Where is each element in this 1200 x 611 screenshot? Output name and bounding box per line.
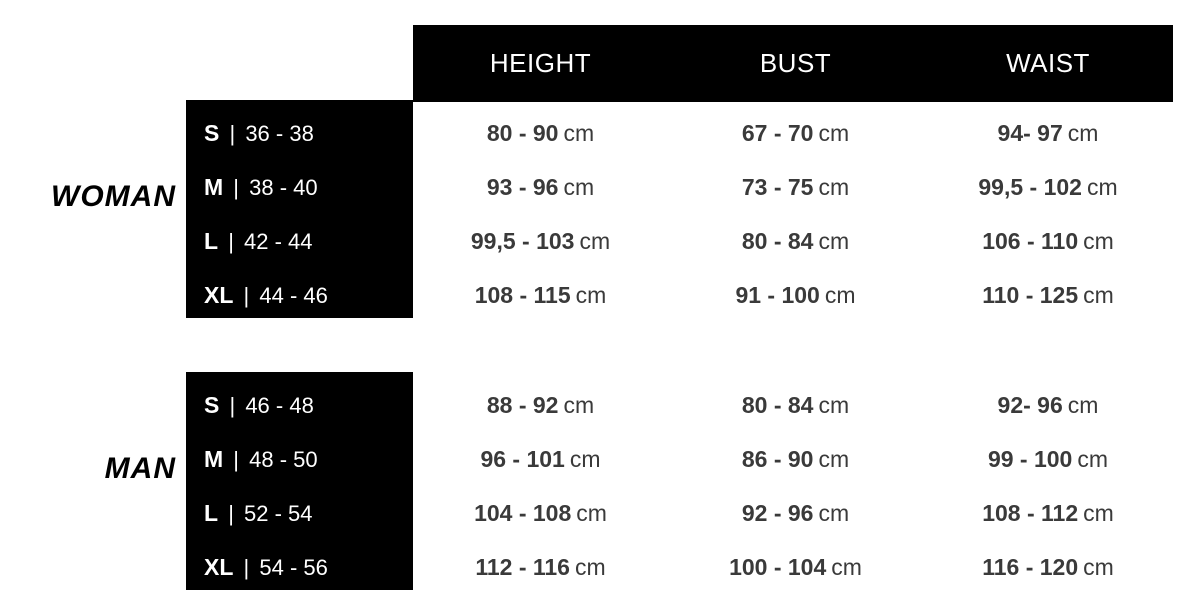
height-value: 93 - 96 — [486, 174, 559, 200]
size-range: 44 - 46 — [259, 283, 328, 308]
unit-label: cm — [563, 120, 595, 146]
height-value: 108 - 115 — [474, 282, 571, 308]
unit-label: cm — [818, 174, 850, 200]
size-cell — [186, 378, 413, 432]
unit-label: cm — [1077, 446, 1109, 472]
waist-value: 94- 97 — [997, 120, 1063, 146]
bust-value: 80 - 84 — [741, 228, 814, 254]
height-cell — [413, 486, 668, 540]
unit-label: cm — [563, 174, 595, 200]
table-row — [186, 540, 1173, 594]
unit-label: cm — [824, 282, 856, 308]
table-row — [186, 432, 1173, 486]
unit-label: cm — [818, 500, 850, 526]
size-cell — [186, 432, 413, 486]
size-label: M — [204, 446, 224, 472]
waist-value: 99 - 100 — [987, 446, 1073, 472]
height-cell — [413, 160, 668, 214]
waist-cell — [923, 378, 1173, 432]
height-cell — [413, 432, 668, 486]
size-separator: | — [229, 121, 236, 146]
waist-value: 110 - 125 — [982, 282, 1079, 308]
size-label: L — [204, 228, 219, 254]
waist-value: 106 - 110 — [982, 228, 1079, 254]
bust-cell — [668, 106, 923, 160]
unit-label: cm — [818, 392, 850, 418]
column-header-waist: WAIST — [1006, 48, 1090, 78]
size-separator: | — [233, 447, 240, 472]
height-value: 104 - 108 — [474, 500, 572, 526]
height-value: 112 - 116 — [475, 554, 570, 580]
size-label: XL — [204, 554, 234, 580]
bust-cell — [668, 378, 923, 432]
bust-value: 100 - 104 — [729, 554, 827, 580]
size-label: S — [204, 392, 220, 418]
unit-label: cm — [576, 500, 607, 526]
waist-cell — [923, 214, 1173, 268]
size-label: XL — [204, 282, 234, 308]
height-value: 80 - 90 — [486, 120, 559, 146]
unit-label: cm — [1067, 120, 1099, 146]
waist-cell — [923, 486, 1173, 540]
size-label: L — [204, 500, 219, 526]
size-separator: | — [233, 175, 240, 200]
waist-value: 99,5 - 102 — [978, 174, 1082, 200]
bust-value: 92 - 96 — [741, 500, 814, 526]
table-header — [413, 25, 1173, 102]
bust-value: 86 - 90 — [741, 446, 814, 472]
unit-label: cm — [831, 554, 862, 580]
height-cell — [413, 540, 668, 594]
waist-cell — [923, 432, 1173, 486]
height-cell — [413, 214, 668, 268]
waist-value: 116 - 120 — [982, 554, 1079, 580]
bust-cell — [668, 160, 923, 214]
size-separator: | — [228, 501, 234, 526]
height-value: 96 - 101 — [480, 446, 565, 472]
size-label: M — [204, 174, 224, 200]
size-range: 36 - 38 — [245, 121, 314, 146]
bust-cell — [668, 268, 923, 322]
waist-value: 92- 96 — [997, 392, 1063, 418]
waist-cell — [923, 540, 1173, 594]
size-separator: | — [228, 229, 234, 254]
waist-cell — [923, 268, 1173, 322]
height-cell — [413, 378, 668, 432]
size-separator: | — [243, 283, 250, 308]
size-separator: | — [243, 555, 250, 580]
bust-cell — [668, 540, 923, 594]
unit-label: cm — [1083, 228, 1114, 254]
bust-value: 73 - 75 — [741, 174, 814, 200]
column-header-height: HEIGHT — [489, 48, 592, 78]
unit-label: cm — [569, 446, 601, 472]
size-range: 38 - 40 — [249, 175, 318, 200]
group-label-woman: WOMAN — [51, 180, 176, 213]
unit-label: cm — [574, 554, 606, 580]
waist-cell — [923, 106, 1173, 160]
unit-label: cm — [579, 228, 611, 254]
unit-label: cm — [818, 120, 850, 146]
unit-label: cm — [818, 446, 850, 472]
size-cell — [186, 486, 413, 540]
bust-cell — [668, 432, 923, 486]
unit-label: cm — [818, 228, 850, 254]
height-cell — [413, 106, 668, 160]
size-label: S — [204, 120, 220, 146]
size-cell — [186, 540, 413, 594]
size-cell — [186, 268, 413, 322]
size-separator: | — [229, 393, 236, 418]
size-range: 46 - 48 — [245, 393, 314, 418]
bust-cell — [668, 214, 923, 268]
size-cell — [186, 214, 413, 268]
size-range: 42 - 44 — [244, 229, 313, 254]
table-row — [186, 160, 1173, 214]
height-cell — [413, 268, 668, 322]
waist-cell — [923, 160, 1173, 214]
bust-value: 91 - 100 — [735, 282, 820, 308]
table-row — [186, 486, 1173, 540]
bust-cell — [668, 486, 923, 540]
height-value: 99,5 - 103 — [470, 228, 575, 254]
size-range: 54 - 56 — [259, 555, 328, 580]
bust-value: 67 - 70 — [741, 120, 814, 146]
group-label-man: MAN — [104, 452, 176, 485]
unit-label: cm — [1083, 554, 1114, 580]
size-cell — [186, 160, 413, 214]
unit-label: cm — [575, 282, 607, 308]
table-row — [186, 268, 1173, 322]
height-value: 88 - 92 — [486, 392, 559, 418]
table-row — [186, 106, 1173, 160]
bust-value: 80 - 84 — [741, 392, 814, 418]
table-row — [186, 378, 1173, 432]
unit-label: cm — [1067, 392, 1099, 418]
waist-value: 108 - 112 — [982, 500, 1079, 526]
size-range: 52 - 54 — [244, 501, 313, 526]
unit-label: cm — [1083, 282, 1114, 308]
column-header-bust: BUST — [759, 48, 832, 78]
table-row — [186, 214, 1173, 268]
unit-label: cm — [563, 392, 595, 418]
unit-label: cm — [1086, 174, 1118, 200]
size-range: 48 - 50 — [249, 447, 318, 472]
unit-label: cm — [1083, 500, 1114, 526]
size-cell — [186, 106, 413, 160]
